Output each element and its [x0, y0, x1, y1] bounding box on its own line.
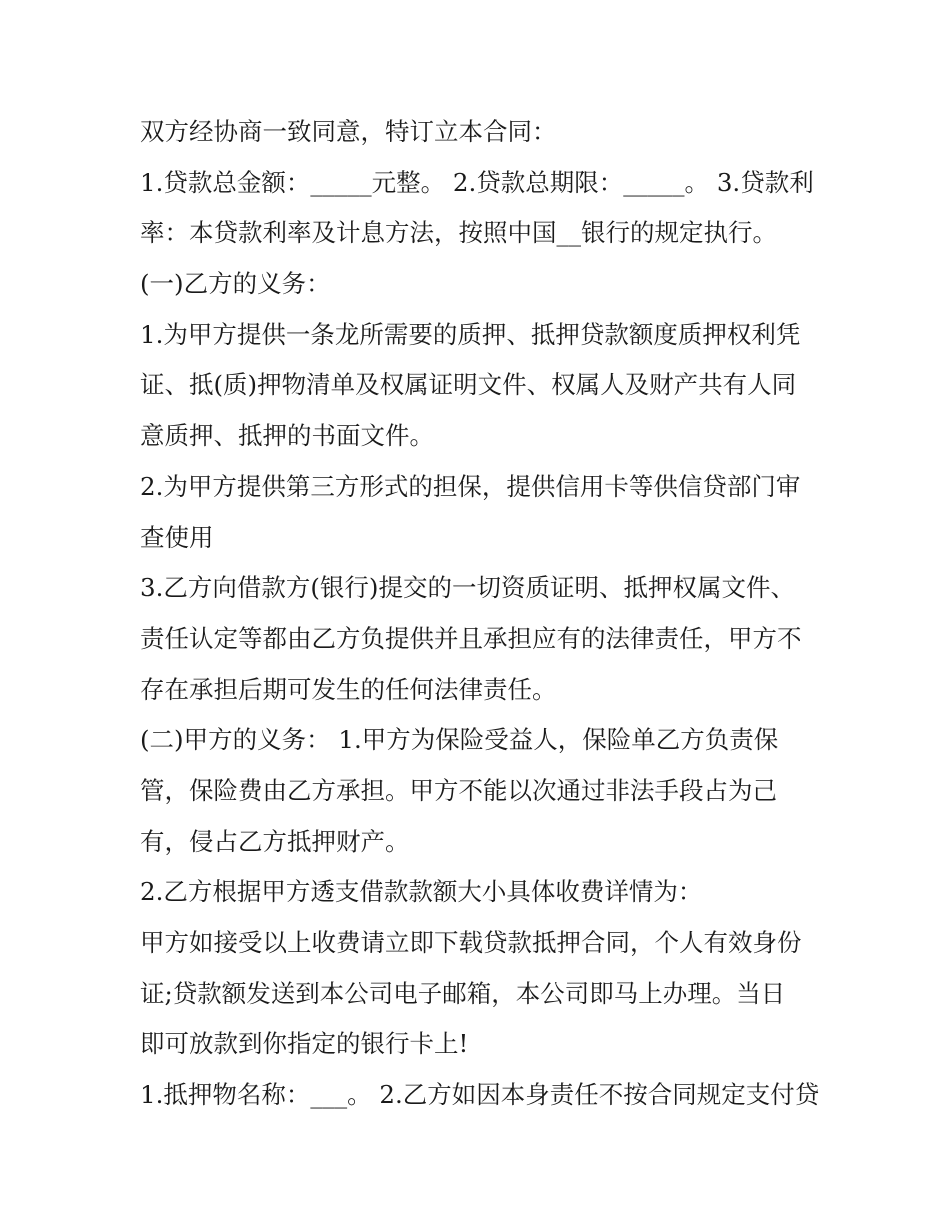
text-line: 双方经协商一致同意，特订立本合同： — [140, 117, 557, 146]
text-line: 即可放款到你指定的银行卡上! — [140, 1029, 469, 1059]
text-line: 2.为甲方提供第三方形式的担保，提供信用卡等供信贷部门审 — [140, 471, 801, 501]
text-line: 甲方如接受以上收费请立即下载贷款抵押合同，个人有效身份 — [140, 928, 802, 957]
text-line: 率：本贷款利率及计息方法，按照中国__银行的规定执行。 — [140, 218, 777, 248]
text-line: 证;贷款额发送到本公司电子邮箱，本公司即马上办理。当日 — [140, 978, 786, 1008]
text-line: 1.为甲方提供一条龙所需要的质押、抵押贷款额度质押权利凭 — [140, 319, 801, 349]
text-line: 1.贷款总金额：_____元整。 2.贷款总期限：_____。 3.贷款利 — [140, 167, 814, 197]
text-line: 1.抵押物名称：___。 2.乙方如因本身责任不按合同规定支付贷 — [140, 1080, 820, 1110]
text-line: 3.乙方向借款方(银行)提交的一切资质证明、抵押权属文件、 — [140, 573, 795, 603]
text-line: 存在承担后期可发生的任何法律责任。 — [140, 674, 557, 704]
text-line: (二)甲方的义务： 1.甲方为保险受益人，保险单乙方负责保 — [140, 725, 779, 755]
text-line: 有，侵占乙方抵押财产。 — [140, 826, 410, 856]
text-line: 2.乙方根据甲方透支借款款额大小具体收费详情为： — [140, 877, 703, 907]
text-line: 责任认定等都由乙方负提供并且承担应有的法律责任，甲方不 — [140, 623, 802, 653]
text-line: 意质押、抵押的书面文件。 — [140, 421, 434, 451]
text-line: 证、抵(质)押物清单及权属证明文件、权属人及财产共有人同 — [140, 370, 797, 400]
text-line: 管，保险费由乙方承担。甲方不能以次通过非法手段占为己 — [140, 775, 777, 805]
document-body — [140, 107, 820, 1121]
text-line: 查使用 — [140, 522, 214, 552]
text-line: (一)乙方的义务： — [140, 269, 331, 299]
